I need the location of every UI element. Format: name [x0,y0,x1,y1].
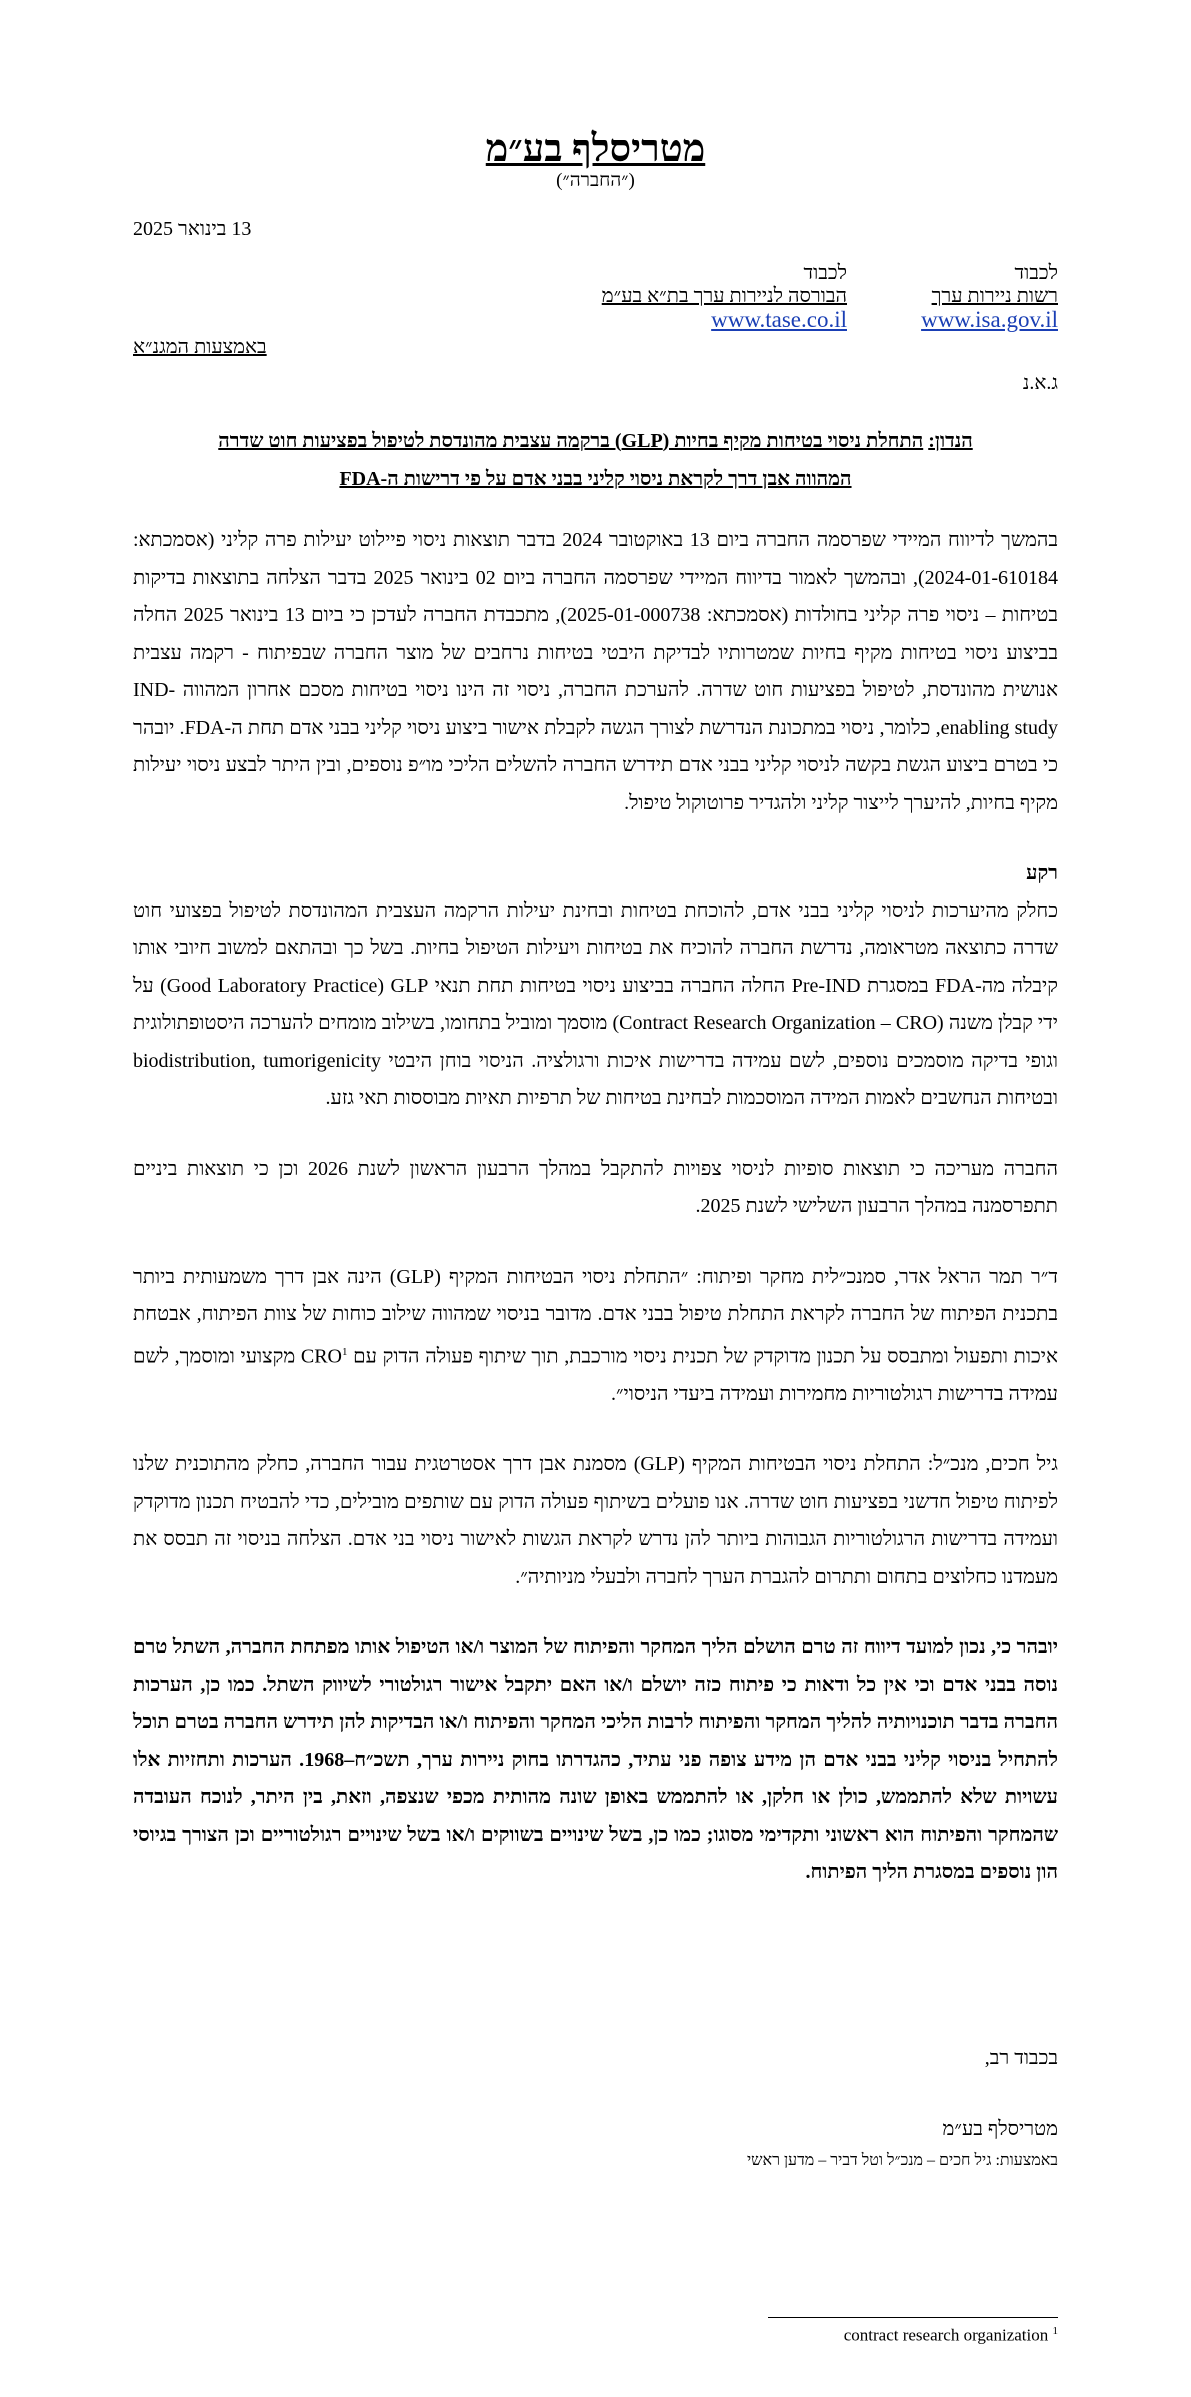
paragraph-background: כחלק מהיערכות לניסוי קליני בבני אדם, להוכחת בטיחות ובחינת יעילות הרקמה העצבית המהונדסת לטיפול בפצועי חוט שדרה כתוצאה מטראומה, נדרשת החברה להוכיח את בטיחות ויעילות הטיפול בחיות. בשל כך ובהתאם למשוב חיובי אותו קיבלה מה-FDA במסגרת Pre-IND החלה החברה בביצוע ניסוי בטיחות תחת תנאי Good Laboratory Practice) GLP) על ידי קבלן משנה (Contract Research Organization – CRO) מוסמך ומוביל בתחומו, בשילוב מומחים להערכה היסטופתולוגית וגופי בדיקה מוסמכים נוספים, לשם עמידה בדרישות איכות ורגולציה. הניסוי בוחן היבטי biodistribution, tumorigenicity ובטיחות הנחשבים לאמות המידה המוסכמות לבחינת בטיחות של תרפיות תאיות מבוססות תאי גזע. [133,899,1059,1109]
company-subtitle: (״החברה״) [556,170,635,191]
signatories: באמצעות: גיל חכים – מנכ״ל וטל דביר – מדען ראשי [746,2152,1058,2169]
subject-label: הנדון: [928,430,973,452]
recipient-tase-link[interactable]: www.tase.co.il [711,307,847,332]
recipient-isa-link[interactable]: www.isa.gov.il [921,307,1058,332]
recipient-tase-to: לכבוד [803,262,847,284]
greeting: ג.א.נ [1022,372,1058,394]
paragraph-vp-quote [133,1259,1058,1414]
footnote [844,2325,1058,2346]
paragraph-timeline: החברה מעריכה כי תוצאות סופיות לניסוי צפויות להתקבל במהלך הרבעון הראשון לשנת 2026 וכן כי תוצאות ביניים תתפרסמנה במהלך הרבעון השלישי לשנת 2025. [133,1157,1058,1217]
paragraph-ceo-quote: גיל חכים, מנכ״ל: התחלת ניסוי הבטיחות המקיף (GLP) מסמנת אבן דרך אסטרטגית עבור החברה, כחלק מהתוכנית שלנו לפיתוח טיפול חדשני בפציעות חוט שדרה. אנו פועלים בשיתוף פעולה הדוק עם שותפים מובילים, כדי להבטיח תכנון מדוקדק ועמידה בדרישות הרגולטוריות הגבוהות ביותר להן נדרש לקראת הגשות לאישור ניסוי בני אדם. הצלחה בניסוי זה תבסס את מעמדנו כחלוצים בתחום ותתרום להגברת הערך לחברה ולבעלי מניותיה״. [133,1453,1058,1588]
recipient-tase-name: הבורסה לניירות ערך בת״א בע״מ [601,285,847,307]
closing-regards: בכבוד רב, [984,2047,1058,2069]
background-heading: רקע [1026,862,1058,884]
footnote-ref: 1 [341,1345,348,1358]
recipient-isa-to: לכבוד [1014,262,1058,284]
document-body [133,522,1058,1925]
vp-quote-text-b: מקצועי ומוסמך, לשם עמידה בדרישות רגולטוריות מחמירות ועמידה ביעדי הניסוי״. [133,1345,1058,1405]
subject-line-1: התחלת ניסוי בטיחות מקיף בחיות (GLP) ברקמה עצבית מהונדסת לטיפול בפציעות חוט שדרה [218,430,924,452]
subject-line-2: המהווה אבן דרך לקראת ניסוי קליני בבני אדם על פי דרישות ה-FDA [339,468,852,490]
subject-block [133,422,1058,498]
recipient-isa-name: רשות ניירות ערך [931,285,1058,307]
recipient-isa [921,262,1058,333]
footnote-mark: 1 [1052,2325,1058,2337]
vp-quote-text-a: ד״ר תמר הראל אדר, סמנכ״לית מחקר ופיתוח: ״התחלת ניסוי הבטיחות המקיף (GLP) הינה אבן דרך משמעותית ביותר בתכנית הפיתוח של החברה לקראת התחלת טיפול בבני אדם. מדובר בניסוי שמהווה שילוב כוחות של צוות הפיתוח, אבטחת איכות ותפעול ומתבסס על תכנון מדוקדק של תכנית ניסוי מורכבת, תוך שיתוף פעולה הדוק עם CRO [133,1265,1059,1368]
footnote-text: contract research organization [843,2325,1049,2345]
paragraph-disclaimer: יובהר כי, נכון למועד דיווח זה טרם הושלם הליך המחקר והפיתוח של המוצר ו/או הטיפול אותו מפתחת החברה, השתל טרם נוסה בבני אדם וכי אין כל ודאות כי פיתוח כזה יושלם ו/או האם יתקבל אישור רגולטורי לשיווק השתל. כמו כן, הערכות החברה בדבר תוכנויותיה להליך המחקר והפיתוח לרבות הליכי המחקר והפיתוח ו/או הבדיקות להן תידרש החברה בטרם תוכל להתחיל בניסוי קליני בבני אדם הן מידע צופה פני עתיד, כהגדרתו בחוק ניירות ערך, תשכ״ח–1968. הערכות ותחזיות אלו עשויות שלא להתממש, כולן או חלקן, או להתממש באופן שונה מהותית מכפי שנצפה, וזאת, בין היתר, לנוכח העובדה שהמחקר והפיתוח הוא ראשוני ותקדימי מסוגו; כמו כן, בשל שינויים בשווקים ו/או בשל שינויים רגולטוריים וכן הצורך בגיוסי הון נוספים במסגרת הליך הפיתוח. [133,1636,1058,1884]
signature-company: מטריסלף בע״מ [942,2118,1058,2140]
paragraph-intro: בהמשך לדיווח המיידי שפרסמה החברה ביום 13 באוקטובר 2024 בדבר תוצאות ניסוי פיילוט יעילות פרה קליני (אסמכתא: 2024-01-610184), ובהמשך לאמור בדיווח המיידי שפרסמה החברה ביום 02 בינואר 2025 בדבר הצלחה בתוצאות בדיקות בטיחות – ניסוי פרה קליני בחולדות (אסמכתא: 2025-01-000738), מתכבדת החברה לעדכן כי ביום 13 בינואר 2025 החלה בביצוע ניסוי בטיחות מקיף בחיות שמטרותיו לבדיקת היבטי בטיחות נרחבים של מוצר החברה שבפיתוח - רקמה עצבית אנושית מהונדסת, לטיפול בפציעות חוט שדרה. להערכת החברה, ניסוי זה הינו ניסוי בטיחות מסכם אחרון המהווה IND-enabling study, כלומר, ניסוי במתכונת הנדרשת לצורך הגשה לקבלת אישור ביצוע ניסוי קליני בבני אדם תחת ה-FDA. יובהר כי בטרם ביצוע הגשת בקשה לניסוי קליני בבני אדם תידרש החברה להשלים הליכי מו״פ נוספים, ובין היתר לבצע ניסוי יעילות מקיף בחיות, להיערך לייצור קליני ולהגדיר פרוטוקול טיפול. [133,529,1059,814]
recipient-tase [602,262,847,333]
footnote-divider [768,2317,1058,2318]
document-date: 13 בינואר 2025 [133,218,252,240]
company-title: מטריסלף בע״מ [485,128,706,170]
delivery-method: באמצעות המגנ״א [133,336,267,358]
